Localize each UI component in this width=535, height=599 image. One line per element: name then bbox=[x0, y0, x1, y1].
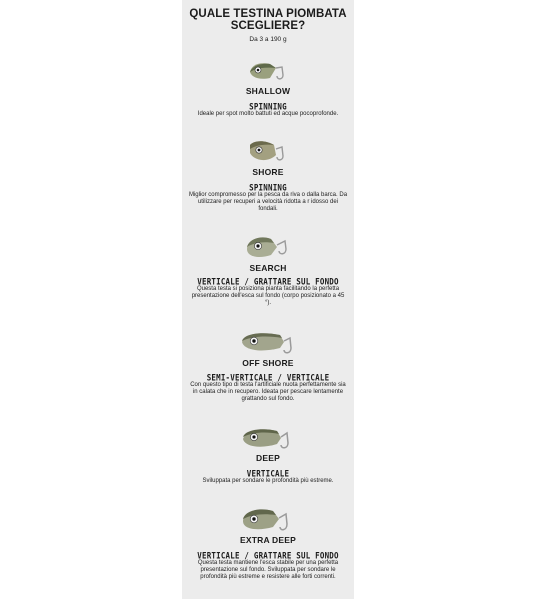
weight-range: Da 3 a 190 g bbox=[249, 36, 287, 43]
jighead-section-offshore bbox=[182, 326, 354, 404]
jighead-description: Miglior compromesso per la pesca da riva o dalla barca. Da utilizzare per recuperi a velocità ridotta a r idosso dei fondali. bbox=[188, 192, 348, 213]
jighead-name: DEEP bbox=[256, 453, 280, 463]
jighead-technique: SEMI-VERTICALE / VERTICALE bbox=[206, 372, 330, 383]
guide-title-line-2: SCEGLIERE? bbox=[230, 20, 306, 32]
jighead-technique: SPINNING bbox=[249, 182, 287, 193]
jighead-section-deep bbox=[182, 421, 354, 485]
jighead-name: SEARCH bbox=[249, 263, 287, 273]
jighead-name: EXTRA DEEP bbox=[239, 535, 296, 545]
jighead-technique: VERTICALE bbox=[246, 468, 290, 479]
guide-title bbox=[182, 8, 354, 32]
jighead-name: SHALLOW bbox=[245, 86, 291, 96]
jighead-description: Questa testa si posiziona pianta facilitando la perfetta presentazione dell'esca sul fondo (corpo posizionato a 45 °). bbox=[191, 286, 345, 307]
jighead-name: OFF SHORE bbox=[242, 358, 294, 368]
deep-jighead-icon bbox=[239, 421, 297, 453]
search-jighead-icon bbox=[241, 231, 295, 263]
jighead-technique: VERTICALE / GRATTARE SUL FONDO bbox=[197, 276, 339, 287]
extra-deep-jighead-icon bbox=[239, 503, 297, 535]
jighead-section-shallow bbox=[182, 58, 354, 118]
jighead-description: Questa testa mantiene l'esca stabile per una perfetta presentazione sul fondo. Sviluppata per sondare le profondità più estreme e resistere alle forti correnti. bbox=[197, 560, 339, 581]
jighead-guide-panel bbox=[182, 0, 354, 599]
jighead-section-extra-deep bbox=[182, 503, 354, 582]
offshore-jighead-icon bbox=[236, 326, 300, 358]
jighead-technique: VERTICALE / GRATTARE SUL FONDO bbox=[197, 550, 339, 561]
guide-title-line-1: QUALE TESTINA PIOMBATA bbox=[189, 8, 347, 20]
shallow-jighead-icon bbox=[246, 58, 290, 86]
jighead-description: Ideale per spot molto battuti ed acque pocoprofonde. bbox=[197, 111, 339, 117]
shore-jighead-icon bbox=[244, 137, 292, 167]
jighead-section-shore bbox=[182, 137, 354, 214]
jighead-description: Con questo tipo di testa l'artificiale nuota perfettamente sia in calata che in recupero. Ideata per pescare lentamente grattando sul fondo. bbox=[190, 382, 346, 403]
jighead-description: Sviluppata per sondare le profondità più estreme. bbox=[202, 478, 334, 484]
jighead-section-search bbox=[182, 231, 354, 308]
jighead-name: SHORE bbox=[252, 167, 284, 177]
jighead-technique: SPINNING bbox=[249, 101, 287, 112]
